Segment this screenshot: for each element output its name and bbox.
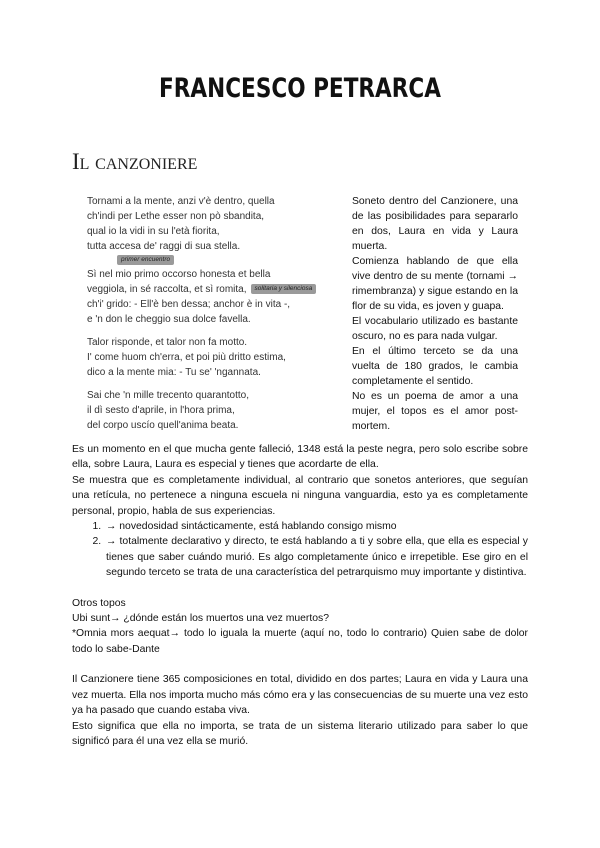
poem-line: veggiola, in sé raccolta, et sì romita, solitaria y silenciosa	[87, 282, 349, 297]
poem-line: tutta accesa de' raggi di sua stella.	[87, 241, 241, 252]
paragraph: Il Canzionere tiene 365 composiciones en total, dividido en dos partes; Laura en vida y Laura una vez muerta. Ella nos importa mucho más cómo era y las consecuencias de su muerte una vez esto ya ha pasado que cuando estaba viva.	[72, 674, 528, 717]
list-item: 1. → novedosidad sintácticamente, está hablando consigo mismo	[104, 519, 528, 534]
paragraph: Esto significa que ella no importa, se trata de un sistema literario utilizado para saber lo que significó para él una vez ella se murió.	[72, 720, 528, 747]
annotation-tag: primer encuentro	[117, 255, 174, 265]
body-text	[72, 442, 528, 749]
poem-line: Sai che 'n mille trecento quarantotto,	[87, 390, 250, 401]
paragraph: Se muestra que es completamente individual, al contrario que sonetos anteriores, que seguían una retícula, no pertenece a ninguna escuela ni ninguna vanguardia, esto ya es completamente personal, propio, habla de sus experiencias.	[72, 474, 528, 517]
paragraph: Ubi sunt→ ¿dónde están los muertos una vez muertos?	[72, 613, 330, 625]
side-notes	[352, 194, 518, 434]
poem-line: del corpo uscío quell'anima beata.	[87, 420, 239, 431]
page-title: FRANCESCO PETRARCA	[159, 73, 441, 104]
list-item: 2. → totalmente declarativo y directo, te está hablando a ti y sobre ella, que ella es especial y tienes que saber cuándo murió. Es algo completamente único e irrepetible. Ese giro en el segundo terceto se trata de una característica del petrarquismo muy importante y distintiva.	[104, 534, 528, 580]
numbered-list	[72, 519, 528, 581]
poem-line: qual io la vidi in su l'età fiorita,	[87, 226, 220, 237]
poem-line: il dì sesto d'aprile, in l'hora prima,	[87, 405, 235, 416]
note: Soneto dentro del Canzionere, una de las posibilidades para separarlo en dos, Laura en vida y Laura muerta.	[352, 196, 518, 252]
poem-line: dico a la mente mia: - Tu se' 'ngannata.	[87, 367, 261, 378]
annotation-tag: solitaria y silenciosa	[251, 284, 317, 294]
poem-line: ch'indi per Lethe esser non pò sbandita,	[87, 211, 265, 222]
poem-line: ch'i' grido: - Ell'è ben dessa; anchor è in vita -,	[87, 299, 291, 310]
poem-line: Talor risponde, et talor non fa motto.	[87, 337, 248, 348]
paragraph: *Omnia mors aequat→ todo lo iguala la muerte (aquí no, todo lo contrario) Quien sabe de dolor todo lo sabe-Dante	[72, 628, 528, 655]
poem	[87, 194, 349, 433]
note: Comienza hablando de que ella vive dentro de su mente (tornami → rimembranza) y sigue estando en la flor de su vida, es joven y guapa.	[352, 256, 518, 312]
subheading: Otros topos	[72, 597, 126, 609]
poem-line: Tornami a la mente, anzi v'è dentro, quella	[87, 196, 275, 207]
poem-line: I' come huom ch'erra, et poi più dritto estima,	[87, 352, 286, 363]
note: En el último terceto se da una vuelta de 180 grados, le cambia completamente el sentido.	[352, 346, 518, 387]
note: No es un poema de amor a una mujer, el topos es el amor post-mortem.	[352, 391, 518, 432]
poem-line: Sì nel mio primo occorso honesta et bella	[87, 269, 271, 280]
two-column-section	[72, 194, 528, 434]
note: El vocabulario utilizado es bastante oscuro, no es para nada vulgar.	[352, 316, 518, 342]
paragraph: Es un momento en el que mucha gente falleció, 1348 está la peste negra, pero solo escribe sobre ella, sobre Laura, Laura es especial y tienes que acordarte de ella.	[72, 444, 528, 471]
poem-line: e 'n don le cheggio sua dolce favella.	[87, 314, 251, 325]
section-heading: Il canzoniere	[72, 149, 198, 174]
